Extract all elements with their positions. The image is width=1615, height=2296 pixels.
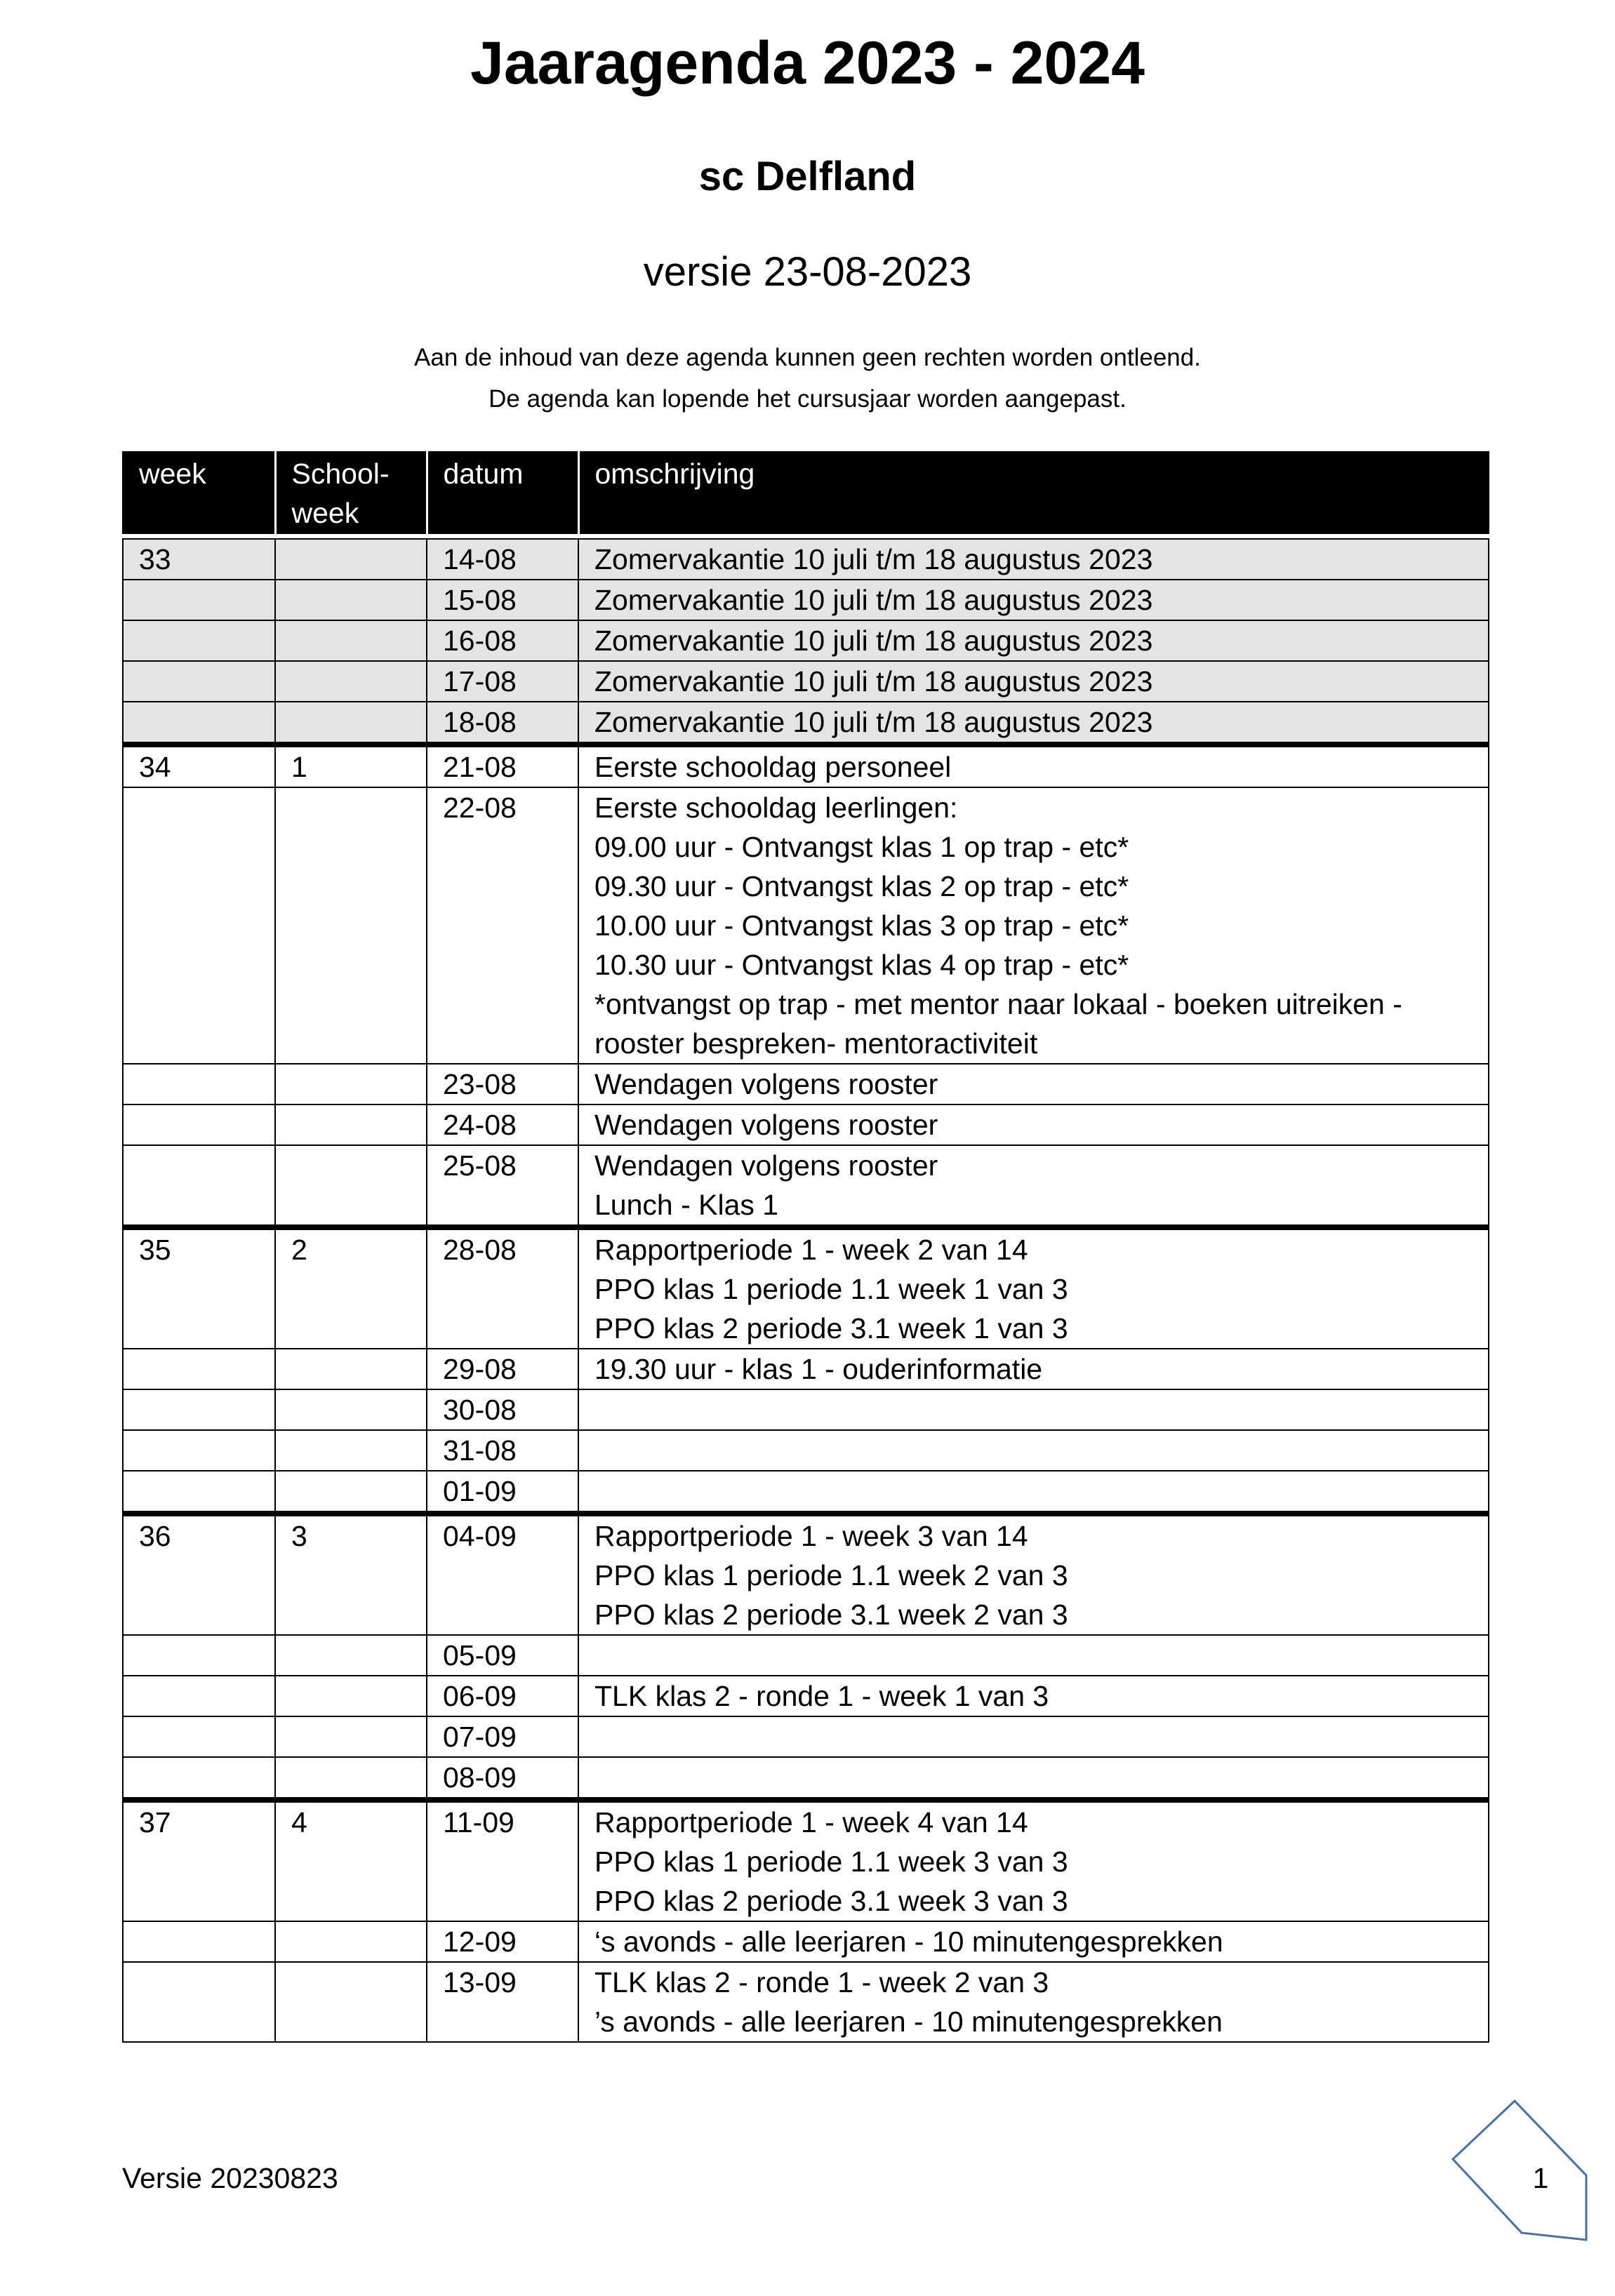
cell-schoolweek: 4	[275, 1800, 427, 1921]
disclaimer-line: De agenda kan lopende het cursusjaar worden aangepast.	[489, 385, 1126, 413]
cell-datum: 23-08	[427, 1064, 578, 1104]
cell-omschrijving	[578, 1227, 1489, 1349]
description-line: ’s avonds - alle leerjaren - 10 minutengesprekken	[594, 2005, 1223, 2038]
table-row	[123, 1635, 1489, 1676]
cell-schoolweek	[275, 1064, 427, 1104]
cell-week	[123, 1389, 275, 1430]
table-row	[123, 1064, 1489, 1104]
cell-omschrijving	[578, 1104, 1489, 1145]
cell-datum: 05-09	[427, 1635, 578, 1676]
description-line: 09.30 uur - Ontvangst klas 2 op trap - etc*	[594, 870, 1129, 902]
cell-schoolweek	[275, 580, 427, 620]
cell-datum: 29-08	[427, 1349, 578, 1389]
table-row	[123, 1389, 1489, 1430]
column-header-week: week	[123, 452, 275, 533]
cell-datum: 08-09	[427, 1757, 578, 1800]
description-line: TLK klas 2 - ronde 1 - week 1 van 3	[594, 1680, 1049, 1712]
cell-omschrijving	[578, 1676, 1489, 1716]
cell-omschrijving	[578, 1921, 1489, 1962]
description-line: Wendagen volgens rooster	[594, 1109, 938, 1141]
table-row	[123, 1757, 1489, 1800]
cell-omschrijving	[578, 1389, 1489, 1430]
cell-schoolweek	[275, 1104, 427, 1145]
agenda-body	[123, 539, 1489, 2042]
footer-version: Versie 20230823	[122, 2162, 338, 2194]
table-row	[123, 1104, 1489, 1145]
cell-schoolweek: 2	[275, 1227, 427, 1349]
cell-schoolweek	[275, 539, 427, 580]
page-title: Jaaragenda 2023 - 2024	[470, 29, 1145, 97]
table-row	[123, 1145, 1489, 1227]
cell-schoolweek	[275, 787, 427, 1064]
cell-schoolweek	[275, 1430, 427, 1471]
table-row	[123, 620, 1489, 661]
cell-omschrijving	[578, 745, 1489, 787]
column-header-omschrijving: omschrijving	[578, 452, 1489, 533]
description-line: Lunch - Klas 1	[594, 1189, 779, 1221]
cell-schoolweek	[275, 1471, 427, 1514]
table-row	[123, 539, 1489, 580]
description-line: Zomervakantie 10 juli t/m 18 augustus 2023	[594, 665, 1153, 698]
description-line: PPO klas 2 periode 3.1 week 1 van 3	[594, 1312, 1068, 1344]
table-row	[123, 1800, 1489, 1921]
cell-omschrijving	[578, 1962, 1489, 2042]
cell-omschrijving	[578, 1349, 1489, 1389]
cell-week	[123, 1921, 275, 1962]
cell-week: 37	[123, 1800, 275, 1921]
table-row	[123, 1227, 1489, 1349]
header-row	[123, 452, 1489, 533]
description-line: Eerste schooldag personeel	[594, 751, 952, 783]
description-line: Zomervakantie 10 juli t/m 18 augustus 2023	[594, 543, 1153, 575]
description-line	[594, 1431, 1488, 1470]
cell-week	[123, 702, 275, 745]
table-row	[123, 1676, 1489, 1716]
cell-week	[123, 1635, 275, 1676]
cell-week	[123, 787, 275, 1064]
cell-week	[123, 1349, 275, 1389]
cell-omschrijving	[578, 539, 1489, 580]
cell-datum: 14-08	[427, 539, 578, 580]
description-line: Rapportperiode 1 - week 4 van 14	[594, 1806, 1028, 1838]
disclaimer	[0, 337, 1615, 420]
cell-week	[123, 620, 275, 661]
cell-schoolweek	[275, 620, 427, 661]
cell-week	[123, 661, 275, 702]
cell-datum: 04-09	[427, 1514, 578, 1635]
cell-schoolweek: 3	[275, 1514, 427, 1635]
cell-datum: 22-08	[427, 787, 578, 1064]
cell-schoolweek	[275, 1716, 427, 1757]
cell-datum: 01-09	[427, 1471, 578, 1514]
cell-omschrijving	[578, 1145, 1489, 1227]
cell-schoolweek	[275, 1962, 427, 2042]
cell-datum: 18-08	[427, 702, 578, 745]
description-line	[594, 1471, 1488, 1511]
cell-datum: 06-09	[427, 1676, 578, 1716]
description-line	[594, 1758, 1488, 1797]
cell-datum: 15-08	[427, 580, 578, 620]
description-line	[594, 1717, 1488, 1756]
description-line: rooster bespreken- mentoractiviteit	[594, 1027, 1038, 1060]
table-row	[123, 1430, 1489, 1471]
cell-omschrijving	[578, 1514, 1489, 1635]
description-line: 19.30 uur - klas 1 - ouderinformatie	[594, 1353, 1043, 1385]
table-row	[123, 661, 1489, 702]
cell-omschrijving	[578, 1430, 1489, 1471]
table-row	[123, 1471, 1489, 1514]
description-line: PPO klas 1 periode 1.1 week 1 van 3	[594, 1273, 1068, 1305]
cell-datum: 28-08	[427, 1227, 578, 1349]
description-line: Wendagen volgens rooster	[594, 1149, 938, 1182]
cell-week: 33	[123, 539, 275, 580]
cell-datum: 21-08	[427, 745, 578, 787]
school-name: sc Delfland	[698, 154, 917, 199]
cell-datum: 30-08	[427, 1389, 578, 1430]
cell-week	[123, 580, 275, 620]
description-line: 10.30 uur - Ontvangst klas 4 op trap - etc*	[594, 949, 1129, 981]
cell-week	[123, 1471, 275, 1514]
cell-omschrijving	[578, 1757, 1489, 1800]
table-row	[123, 1716, 1489, 1757]
cell-schoolweek	[275, 661, 427, 702]
table-row	[123, 1514, 1489, 1635]
description-line	[594, 1636, 1488, 1675]
column-header-datum: datum	[427, 452, 578, 533]
table-row	[123, 580, 1489, 620]
table-row	[123, 1921, 1489, 1962]
table-row	[123, 745, 1489, 787]
description-line: Eerste schooldag leerlingen:	[594, 792, 958, 824]
cell-week	[123, 1430, 275, 1471]
cell-omschrijving	[578, 787, 1489, 1064]
description-line: Rapportperiode 1 - week 3 van 14	[594, 1520, 1028, 1552]
description-line: 10.00 uur - Ontvangst klas 3 op trap - etc*	[594, 909, 1129, 942]
cell-week	[123, 1716, 275, 1757]
cell-omschrijving	[578, 580, 1489, 620]
cell-datum: 13-09	[427, 1962, 578, 2042]
cell-schoolweek	[275, 1349, 427, 1389]
cell-week: 35	[123, 1227, 275, 1349]
cell-datum: 17-08	[427, 661, 578, 702]
cell-week	[123, 1104, 275, 1145]
description-line: ‘s avonds - alle leerjaren - 10 minutengesprekken	[594, 1925, 1223, 1958]
description-line: TLK klas 2 - ronde 1 - week 2 van 3	[594, 1966, 1049, 1998]
description-line: Zomervakantie 10 juli t/m 18 augustus 2023	[594, 584, 1153, 616]
description-line: Rapportperiode 1 - week 2 van 14	[594, 1234, 1028, 1266]
cell-datum: 12-09	[427, 1921, 578, 1962]
cell-schoolweek	[275, 1757, 427, 1800]
description-line: PPO klas 2 periode 3.1 week 2 van 3	[594, 1598, 1068, 1631]
disclaimer-line: Aan de inhoud van deze agenda kunnen geen rechten worden ontleend.	[414, 344, 1201, 371]
cell-omschrijving	[578, 702, 1489, 745]
cell-datum: 31-08	[427, 1430, 578, 1471]
cell-week	[123, 1757, 275, 1800]
cell-week: 36	[123, 1514, 275, 1635]
cell-omschrijving	[578, 1064, 1489, 1104]
description-line: *ontvangst op trap - met mentor naar lokaal - boeken uitreiken -	[594, 988, 1402, 1020]
table-row	[123, 702, 1489, 745]
description-line: PPO klas 2 periode 3.1 week 3 van 3	[594, 1885, 1068, 1917]
cell-datum: 24-08	[427, 1104, 578, 1145]
cell-schoolweek	[275, 702, 427, 745]
table-row	[123, 787, 1489, 1064]
column-header-schoolweek: School- week	[275, 452, 427, 533]
cell-omschrijving	[578, 1800, 1489, 1921]
cell-omschrijving	[578, 1635, 1489, 1676]
cell-omschrijving	[578, 1716, 1489, 1757]
cell-omschrijving	[578, 1471, 1489, 1514]
table-row	[123, 1349, 1489, 1389]
cell-datum: 11-09	[427, 1800, 578, 1921]
cell-schoolweek	[275, 1389, 427, 1430]
description-line: Wendagen volgens rooster	[594, 1068, 938, 1100]
description-line: 09.00 uur - Ontvangst klas 1 op trap - etc*	[594, 831, 1129, 863]
cell-datum: 25-08	[427, 1145, 578, 1227]
description-line: Zomervakantie 10 juli t/m 18 augustus 2023	[594, 706, 1153, 738]
description-line: PPO klas 1 periode 1.1 week 2 van 3	[594, 1559, 1068, 1591]
cell-week: 34	[123, 745, 275, 787]
description-line	[594, 1390, 1488, 1429]
table-row	[123, 1962, 1489, 2042]
cell-omschrijving	[578, 661, 1489, 702]
description-line: PPO klas 1 periode 1.1 week 3 van 3	[594, 1846, 1068, 1878]
version-label: versie 23-08-2023	[643, 249, 972, 295]
page-number: 1	[1532, 2162, 1549, 2194]
cell-schoolweek: 1	[275, 745, 427, 787]
cell-omschrijving	[578, 620, 1489, 661]
agenda-table	[122, 451, 1489, 2043]
cell-week	[123, 1064, 275, 1104]
cell-datum: 16-08	[427, 620, 578, 661]
cell-schoolweek	[275, 1145, 427, 1227]
cell-week	[123, 1145, 275, 1227]
cell-datum: 07-09	[427, 1716, 578, 1757]
cell-schoolweek	[275, 1635, 427, 1676]
cell-week	[123, 1676, 275, 1716]
cell-schoolweek	[275, 1921, 427, 1962]
cell-schoolweek	[275, 1676, 427, 1716]
cell-week	[123, 1962, 275, 2042]
description-line: Zomervakantie 10 juli t/m 18 augustus 2023	[594, 625, 1153, 657]
